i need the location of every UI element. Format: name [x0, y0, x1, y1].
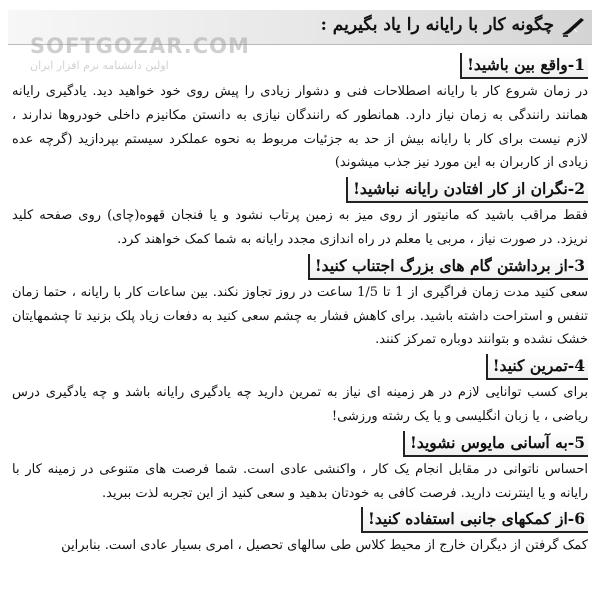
- section-5: [12, 430, 588, 506]
- section-3: [12, 253, 588, 352]
- section-text: برای کسب توانایی لازم در هر زمینه ای نیاز به تمرین دارید چه یادگیری رایانه باشد و چه یادگیری درس ریاضی ، یا زبان انگلیسی و یا یک رشته ورزشی!: [12, 385, 588, 424]
- section-text: در زمان شروع کار با رایانه اصطلاحات فنی و دشوار زیادی را پیش روی خود خواهید دید. یادگیری رایانه همانند رانندگی به زمان نیاز دارد. همانطور که رانندگان نیازی به دانستن مکانیزم داخلی خودروها ندارند ، لازم نیست برای کار با رایانه بیش از حد به جزئیات مربوط به نحوه عملکرد سیستم بپردازید (گرچه عده زیادی از کاربران به این مورد نیز جذب میشوند): [12, 84, 588, 171]
- title-bar: [8, 10, 592, 45]
- section-text: فقط مراقب باشید که مانیتور از روی میز به زمین پرتاب نشود و یا فنجان قهوه(چای) روی صفحه کلید نریزد. در صورت نیاز ، مربی یا معلم در راه اندازی مجدد رایانه به شما کمک خواهند کرد.: [12, 208, 588, 247]
- section-heading: 5-به آسانی مایوس نشوید!: [403, 431, 588, 457]
- pen-icon: [560, 16, 586, 38]
- section-6: [12, 506, 588, 558]
- watermark-sub: اولین دانشنامه نرم افزار ایران: [30, 59, 169, 72]
- watermark-main: SOFTGOZAR.COM: [30, 34, 250, 58]
- article-body: [12, 52, 588, 559]
- section-4: [12, 353, 588, 429]
- section-heading: 6-از کمکهای جانبی استفاده کنید!: [361, 507, 588, 533]
- section-text: کمک گرفتن از دیگران خارج از محیط کلاس طی سالهای تحصیل ، امری بسیار عادی است. بنابراین: [61, 538, 588, 554]
- section-2: [12, 176, 588, 252]
- section-text: احساس ناتوانی در مقابل انجام یک کار ، واکنشی عادی است. شما فرصت های متنوعی در زمینه کار با رایانه و یا اینترنت دارید. فرصت کافی به خودتان بدهید و سعی کنید از این تجربه لذت ببرید.: [12, 461, 588, 501]
- section-heading: 1-واقع بین باشید!: [460, 53, 588, 79]
- section-heading: 2-نگران از کار افتادن رایانه نباشید!: [346, 177, 588, 203]
- section-heading: 4-تمرین کنید!: [486, 354, 588, 380]
- section-text: سعی کنید مدت زمان فراگیری از 1 تا 1/5 ساعت در روز تجاوز نکند. بین ساعات کار با رایانه ، حتما زمان تنفس و استراحت داشته باشید. برای کاهش فشار به چشم سعی کنید به دفعات زیاد پلک بزنید تا چشمهایتان خشک نشده و بتوانند دوباره تمرکز کنند.: [12, 284, 589, 348]
- section-heading: 3-از برداشتن گام های بزرگ اجتناب کنید!: [308, 254, 588, 280]
- page-title: چگونه کار با رایانه را یاد بگیریم :: [320, 15, 554, 35]
- section-1: [12, 52, 588, 175]
